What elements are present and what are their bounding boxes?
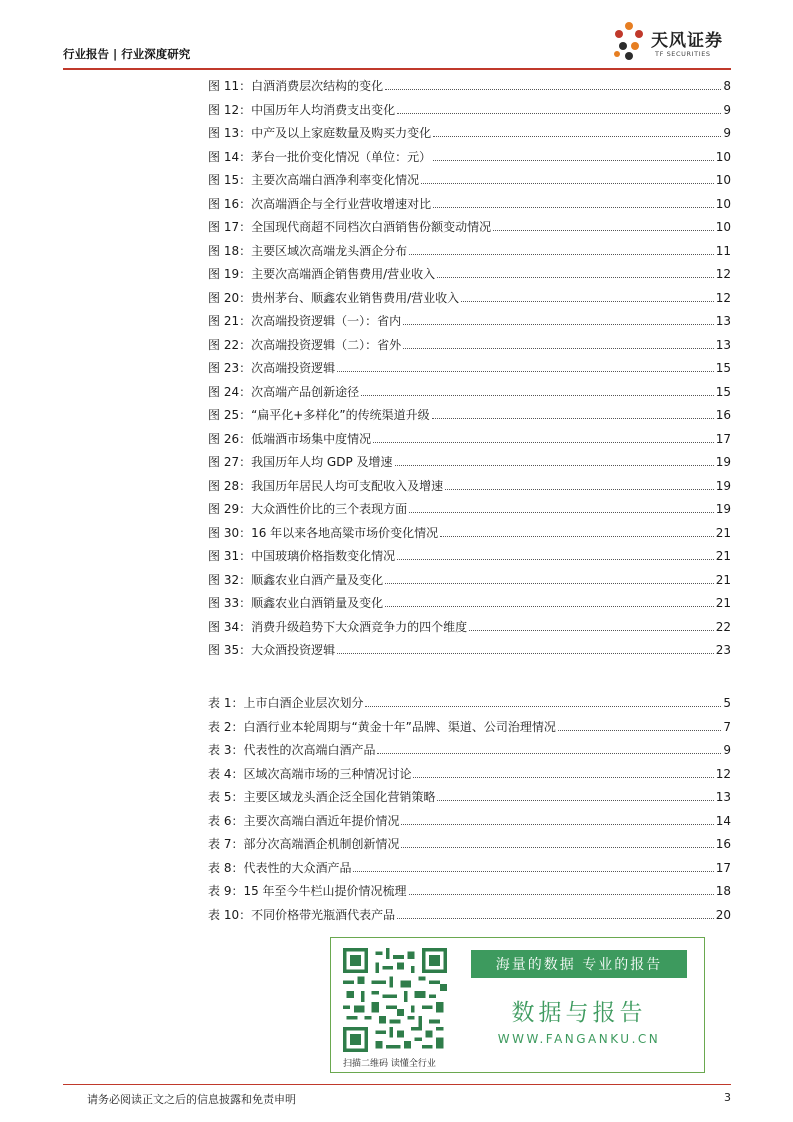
toc-leader — [385, 606, 714, 607]
toc-entry-figure[interactable] — [208, 331, 731, 353]
toc-leader — [437, 800, 713, 801]
toc-entry-figure[interactable] — [208, 519, 731, 541]
toc-entry-page: 8 — [723, 79, 731, 93]
toc-entry-figure[interactable] — [208, 237, 731, 259]
toc-entry-label: 图 34：消费升级趋势下大众酒竞争力的四个维度 — [208, 619, 468, 634]
toc-entry-label: 表 6：主要次高端白酒近年提价情况 — [208, 813, 400, 828]
page-number: 3 — [724, 1091, 731, 1104]
toc-entry-label: 图 26：低端酒市场集中度情况 — [208, 431, 372, 446]
toc-leader — [469, 630, 714, 631]
toc-leader — [421, 183, 714, 184]
toc-entry-page: 20 — [715, 907, 731, 922]
toc-entry-table[interactable] — [208, 689, 731, 711]
toc-leader — [377, 753, 721, 754]
logo-petals-icon — [611, 20, 647, 64]
qr-code-icon[interactable] — [343, 948, 447, 1052]
toc-entry-page: 21 — [715, 549, 731, 563]
toc-leader — [337, 653, 714, 654]
toc-entry-page: 5 — [723, 696, 731, 710]
promo-url-link[interactable]: WWW.FANGANKU.CN — [497, 1032, 661, 1046]
toc-entry-label: 表 9：15 年至今牛栏山提价情况梳理 — [208, 884, 407, 898]
toc-entry-page: 7 — [723, 719, 731, 734]
toc-entry-page: 10 — [715, 173, 731, 187]
toc-leader — [440, 536, 714, 537]
toc-entry-label: 表 10：不同价格带光瓶酒代表产品 — [208, 907, 396, 922]
toc-entry-figure[interactable] — [208, 378, 731, 400]
toc-entry-page: 21 — [715, 572, 731, 587]
toc-leader — [461, 301, 714, 302]
toc-entry-page: 10 — [715, 149, 731, 164]
page-header — [63, 16, 731, 70]
toc-entry-page: 11 — [715, 243, 731, 258]
toc-entry-figure[interactable] — [208, 425, 731, 447]
toc-entry-figure[interactable] — [208, 448, 731, 470]
toc-entry-page: 16 — [715, 408, 731, 422]
toc-entry-label: 表 3：代表性的次高端白酒产品 — [208, 743, 376, 757]
toc-entry-page: 23 — [715, 643, 731, 657]
toc-leader — [433, 207, 714, 208]
toc-entry-label: 图 14：茅台一批价变化情况（单位：元） — [208, 149, 432, 164]
toc-entry-table[interactable] — [208, 830, 731, 852]
toc-entry-page: 17 — [715, 860, 731, 875]
toc-entry-label: 表 4：区域次高端市场的三种情况讨论 — [208, 766, 412, 781]
toc-entry-page: 21 — [715, 596, 731, 610]
toc-entry-label: 表 2：白酒行业本轮周期与“黄金十年”品牌、渠道、公司治理情况 — [208, 719, 556, 734]
toc-entry-page: 17 — [715, 431, 731, 446]
toc-entry-page: 10 — [715, 196, 731, 211]
toc-entry-page: 13 — [715, 790, 731, 804]
toc-entry-label: 图 21：次高端投资逻辑（一）：省内 — [208, 314, 402, 328]
toc-entry-figure[interactable] — [208, 354, 731, 376]
toc-entry-figure[interactable] — [208, 566, 731, 588]
toc-leader — [401, 847, 713, 848]
toc-entry-page: 22 — [715, 619, 731, 634]
toc-entry-figure[interactable] — [208, 72, 731, 94]
toc-entry-label: 图 23：次高端投资逻辑 — [208, 361, 336, 375]
toc-entry-table[interactable] — [208, 901, 731, 923]
toc-entry-figure[interactable] — [208, 143, 731, 165]
toc-leader — [395, 465, 714, 466]
toc-entry-figure[interactable] — [208, 284, 731, 306]
toc-leader — [337, 371, 714, 372]
toc-leader — [403, 324, 714, 325]
toc-entry-figure[interactable] — [208, 495, 731, 517]
toc-entry-table[interactable] — [208, 783, 731, 805]
promo-title: 数据与报告 — [511, 1000, 647, 1026]
toc-entry-figure[interactable] — [208, 472, 731, 494]
company-logo — [611, 20, 731, 64]
toc-entry-figure[interactable] — [208, 401, 731, 423]
toc-entry-label: 表 8：代表性的大众酒产品 — [208, 860, 352, 875]
toc-entry-label: 图 13：中产及以上家庭数量及购买力变化 — [208, 126, 432, 140]
toc-entry-table[interactable] — [208, 877, 731, 899]
toc-leader — [493, 230, 714, 231]
toc-entry-label: 图 25：“扁平化+多样化”的传统渠道升级 — [208, 408, 430, 422]
toc-leader — [361, 395, 714, 396]
toc-entry-label: 图 30：16 年以来各地高粱市场价变化情况 — [208, 525, 439, 540]
toc-entry-label: 图 20：贵州茅台、顺鑫农业销售费用/营业收入 — [208, 290, 460, 305]
toc-entry-table[interactable] — [208, 807, 731, 829]
toc-entry-page: 10 — [715, 220, 731, 234]
toc-leader — [437, 277, 714, 278]
promo-box — [330, 937, 705, 1073]
toc-entry-page: 9 — [723, 743, 731, 757]
logo-text-en: TF SECURITIES — [655, 50, 711, 58]
toc-entry-label: 图 16：次高端酒企与全行业营收增速对比 — [208, 196, 432, 211]
toc-entry-label: 图 11：白酒消费层次结构的变化 — [208, 79, 384, 93]
qr-caption: 扫描二维码 读懂全行业 — [343, 1059, 436, 1069]
toc-entry-figure[interactable] — [208, 307, 731, 329]
toc-entry-page: 15 — [715, 361, 731, 375]
toc-leader — [445, 489, 714, 490]
toc-entry-page: 12 — [715, 766, 731, 781]
toc-entry-label: 图 27：我国历年人均 GDP 及增速 — [208, 455, 393, 469]
toc-entry-figure[interactable] — [208, 260, 731, 282]
toc-entry-label: 图 35：大众酒投资逻辑 — [208, 643, 336, 657]
toc-leader — [397, 918, 714, 919]
toc-entry-figure[interactable] — [208, 613, 731, 635]
toc-entry-page: 12 — [715, 290, 731, 305]
toc-entry-label: 图 24：次高端产品创新途径 — [208, 384, 360, 399]
toc-entry-table[interactable] — [208, 713, 731, 735]
toc-entry-page: 13 — [715, 314, 731, 328]
toc-entry-page: 19 — [715, 455, 731, 469]
toc-entry-label: 图 22：次高端投资逻辑（二）：省外 — [208, 337, 402, 352]
toc-entry-label: 图 17：全国现代商超不同档次白酒销售份额变动情况 — [208, 220, 492, 234]
toc-entry-label: 图 28：我国历年居民人均可支配收入及增速 — [208, 478, 444, 493]
toc-entry-figure[interactable] — [208, 166, 731, 188]
toc-entry-page: 19 — [715, 478, 731, 493]
toc-entry-label: 图 31：中国玻璃价格指数变化情况 — [208, 549, 396, 563]
disclaimer-text: 请务必阅读正文之后的信息披露和免责申明 — [87, 1093, 296, 1106]
toc-entry-label: 图 18：主要区域次高端龙头酒企分布 — [208, 243, 408, 258]
toc-entry-label: 表 7：部分次高端酒企机制创新情况 — [208, 837, 400, 851]
toc-leader — [433, 136, 721, 137]
toc-entry-label: 图 33：顺鑫农业白酒销量及变化 — [208, 596, 384, 610]
toc-leader — [403, 348, 714, 349]
toc-entry-label: 表 1：上市白酒企业层次划分 — [208, 696, 364, 710]
toc-leader — [433, 160, 714, 161]
toc-entry-table[interactable] — [208, 760, 731, 782]
toc-leader — [409, 254, 714, 255]
toc-entry-page: 18 — [715, 884, 731, 898]
toc-leader — [353, 871, 713, 872]
toc-leader — [432, 418, 714, 419]
toc-entry-figure[interactable] — [208, 636, 731, 658]
toc-entry-page: 15 — [715, 384, 731, 399]
toc-leader — [413, 777, 713, 778]
report-category: 行业报告 | 行业深度研究 — [63, 47, 191, 61]
toc-entry-page: 12 — [715, 267, 731, 281]
toc-leader — [365, 706, 721, 707]
logo-text-cn: 天风证券 — [651, 31, 723, 51]
toc-entry-page: 16 — [715, 837, 731, 851]
toc-leader — [385, 89, 721, 90]
toc-entry-figure[interactable] — [208, 589, 731, 611]
toc-entry-label: 图 19：主要次高端酒企销售费用/营业收入 — [208, 267, 436, 281]
toc-leader — [409, 894, 714, 895]
toc-entry-figure[interactable] — [208, 119, 731, 141]
toc-entry-page: 9 — [723, 126, 731, 140]
toc-leader — [397, 559, 714, 560]
toc-entry-label: 图 32：顺鑫农业白酒产量及变化 — [208, 572, 384, 587]
toc-entry-table[interactable] — [208, 854, 731, 876]
promo-banner: 海量的数据 专业的报告 — [471, 950, 687, 978]
toc-entry-table[interactable] — [208, 736, 731, 758]
toc-entry-label: 图 29：大众酒性价比的三个表现方面 — [208, 502, 408, 516]
toc-entry-page: 19 — [715, 502, 731, 516]
toc-entry-page: 21 — [715, 525, 731, 540]
toc-entry-figure[interactable] — [208, 542, 731, 564]
toc-leader — [373, 442, 714, 443]
toc-entry-label: 图 15：主要次高端白酒净利率变化情况 — [208, 173, 420, 187]
toc-entry-page: 13 — [715, 337, 731, 352]
toc-entry-figure[interactable] — [208, 190, 731, 212]
toc-leader — [558, 730, 721, 731]
toc-leader — [409, 512, 714, 513]
toc-leader — [401, 824, 713, 825]
toc-entry-page: 14 — [715, 813, 731, 828]
toc-entry-figure[interactable] — [208, 213, 731, 235]
toc-leader — [397, 113, 721, 114]
toc-entry-label: 表 5：主要区域龙头酒企泛全国化营销策略 — [208, 790, 436, 804]
toc-leader — [385, 583, 714, 584]
toc-entry-page: 9 — [723, 102, 731, 117]
page-footer — [63, 1084, 731, 1106]
toc-entry-label: 图 12：中国历年人均消费支出变化 — [208, 102, 396, 117]
toc-entry-figure[interactable] — [208, 96, 731, 118]
